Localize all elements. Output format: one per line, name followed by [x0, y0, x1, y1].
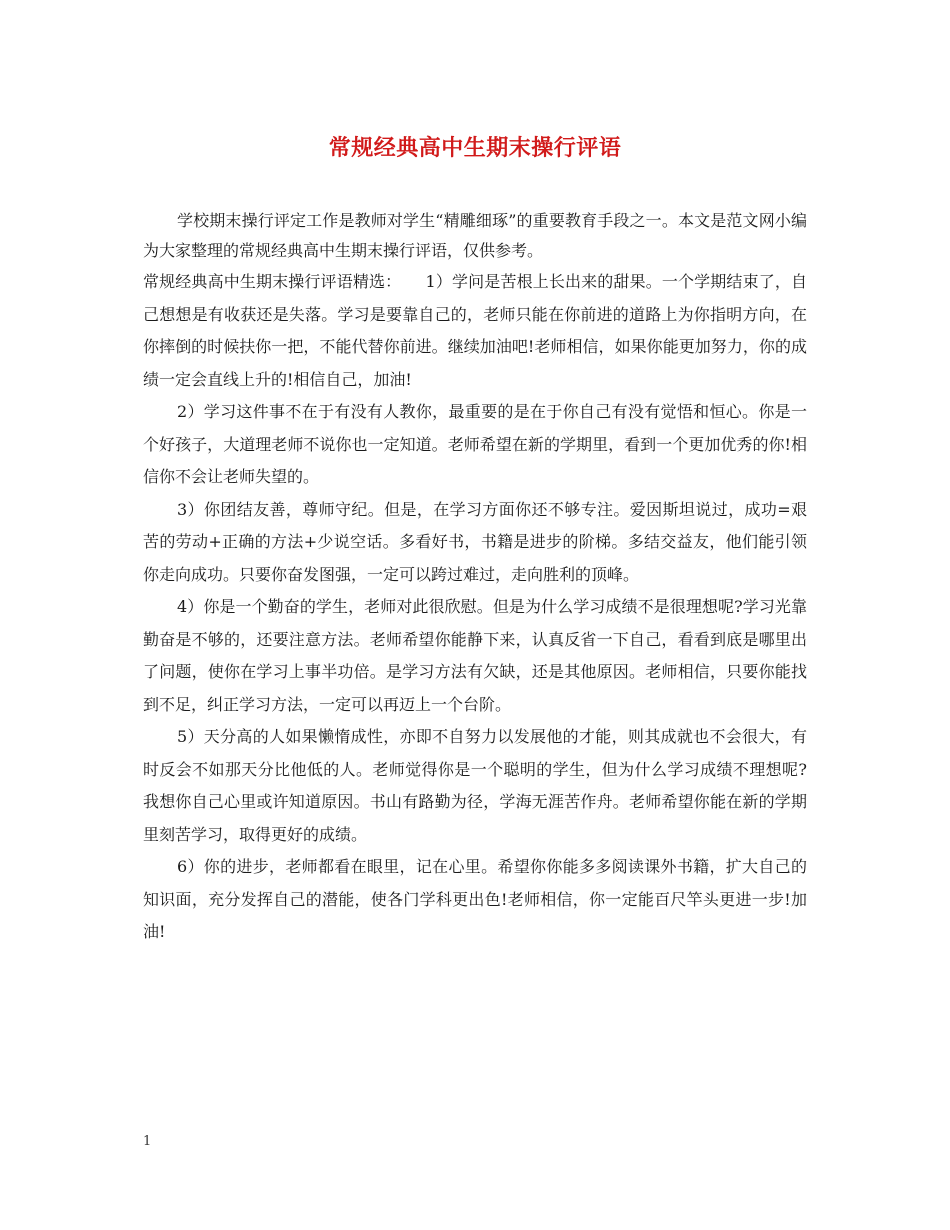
- intro-paragraph: 学校期末操行评定工作是教师对学生“精雕细琢”的重要教育手段之一。本文是范文网小编为大家整理的常规经典高中生期末操行评语，仅供参考。: [143, 211, 807, 260]
- paragraph-2: 2）学习这件事不在于有没有人教你，最重要的是在于你自己有没有觉悟和恒心。你是一个好孩子，大道理老师不说你也一定知道。老师希望在新的学期里，看到一个更加优秀的你!相信你不会让老师失望的。: [143, 402, 807, 486]
- paragraph-6: 6）你的进步，老师都看在眼里，记在心里。希望你你能多多阅读课外书籍，扩大自己的知识面，充分发挥自己的潜能，使各门学科更出色!老师相信，你一定能百尺竿头更进一步!加油!: [143, 857, 807, 941]
- document-body: [143, 206, 807, 949]
- paragraph-5: 5）天分高的人如果懒惰成性，亦即不自努力以发展他的才能，则其成就也不会很大，有时反会不如那天分比他低的人。老师觉得你是一个聪明的学生，但为什么学习成绩不理想呢?我想你自己心里或许知道原因。书山有路勤为径，学海无涯苦作舟。老师希望你能在新的学期里刻苦学习，取得更好的成绩。: [143, 727, 807, 844]
- paragraph-3: 3）你团结友善，尊师守纪。但是，在学习方面你还不够专注。爱因斯坦说过，成功=艰苦的劳动+正确的方法+少说空话。多看好书，书籍是进步的阶梯。多结交益友，他们能引领你走向成功。只要你奋发图强，一定可以跨过难过，走向胜利的顶峰。: [143, 499, 807, 584]
- paragraph-1: 常规经典高中生期末操行评语精选： 1）学问是苦根上长出来的甜果。一个学期结束了，自己想想是有收获还是失落。学习是要靠自己的，老师只能在你前进的道路上为你指明方向，在你摔倒的时候扶你一把，不能代替你前进。继续加油吧!老师相信，如果你能更加努力，你的成绩一定会直线上升的!相信自己，加油!: [143, 272, 807, 389]
- paragraph-4: 4）你是一个勤奋的学生，老师对此很欣慰。但是为什么学习成绩不是很理想呢?学习光靠勤奋是不够的，还要注意方法。老师希望你能静下来，认真反省一下自己，看看到底是哪里出了问题，使你在学习上事半功倍。是学习方法有欠缺，还是其他原因。老师相信，只要你能找到不足，纠正学习方法，一定可以再迈上一个台阶。: [143, 597, 807, 714]
- document-title: 常规经典高中生期末操行评语: [328, 135, 622, 161]
- page-number: 1: [143, 1134, 152, 1149]
